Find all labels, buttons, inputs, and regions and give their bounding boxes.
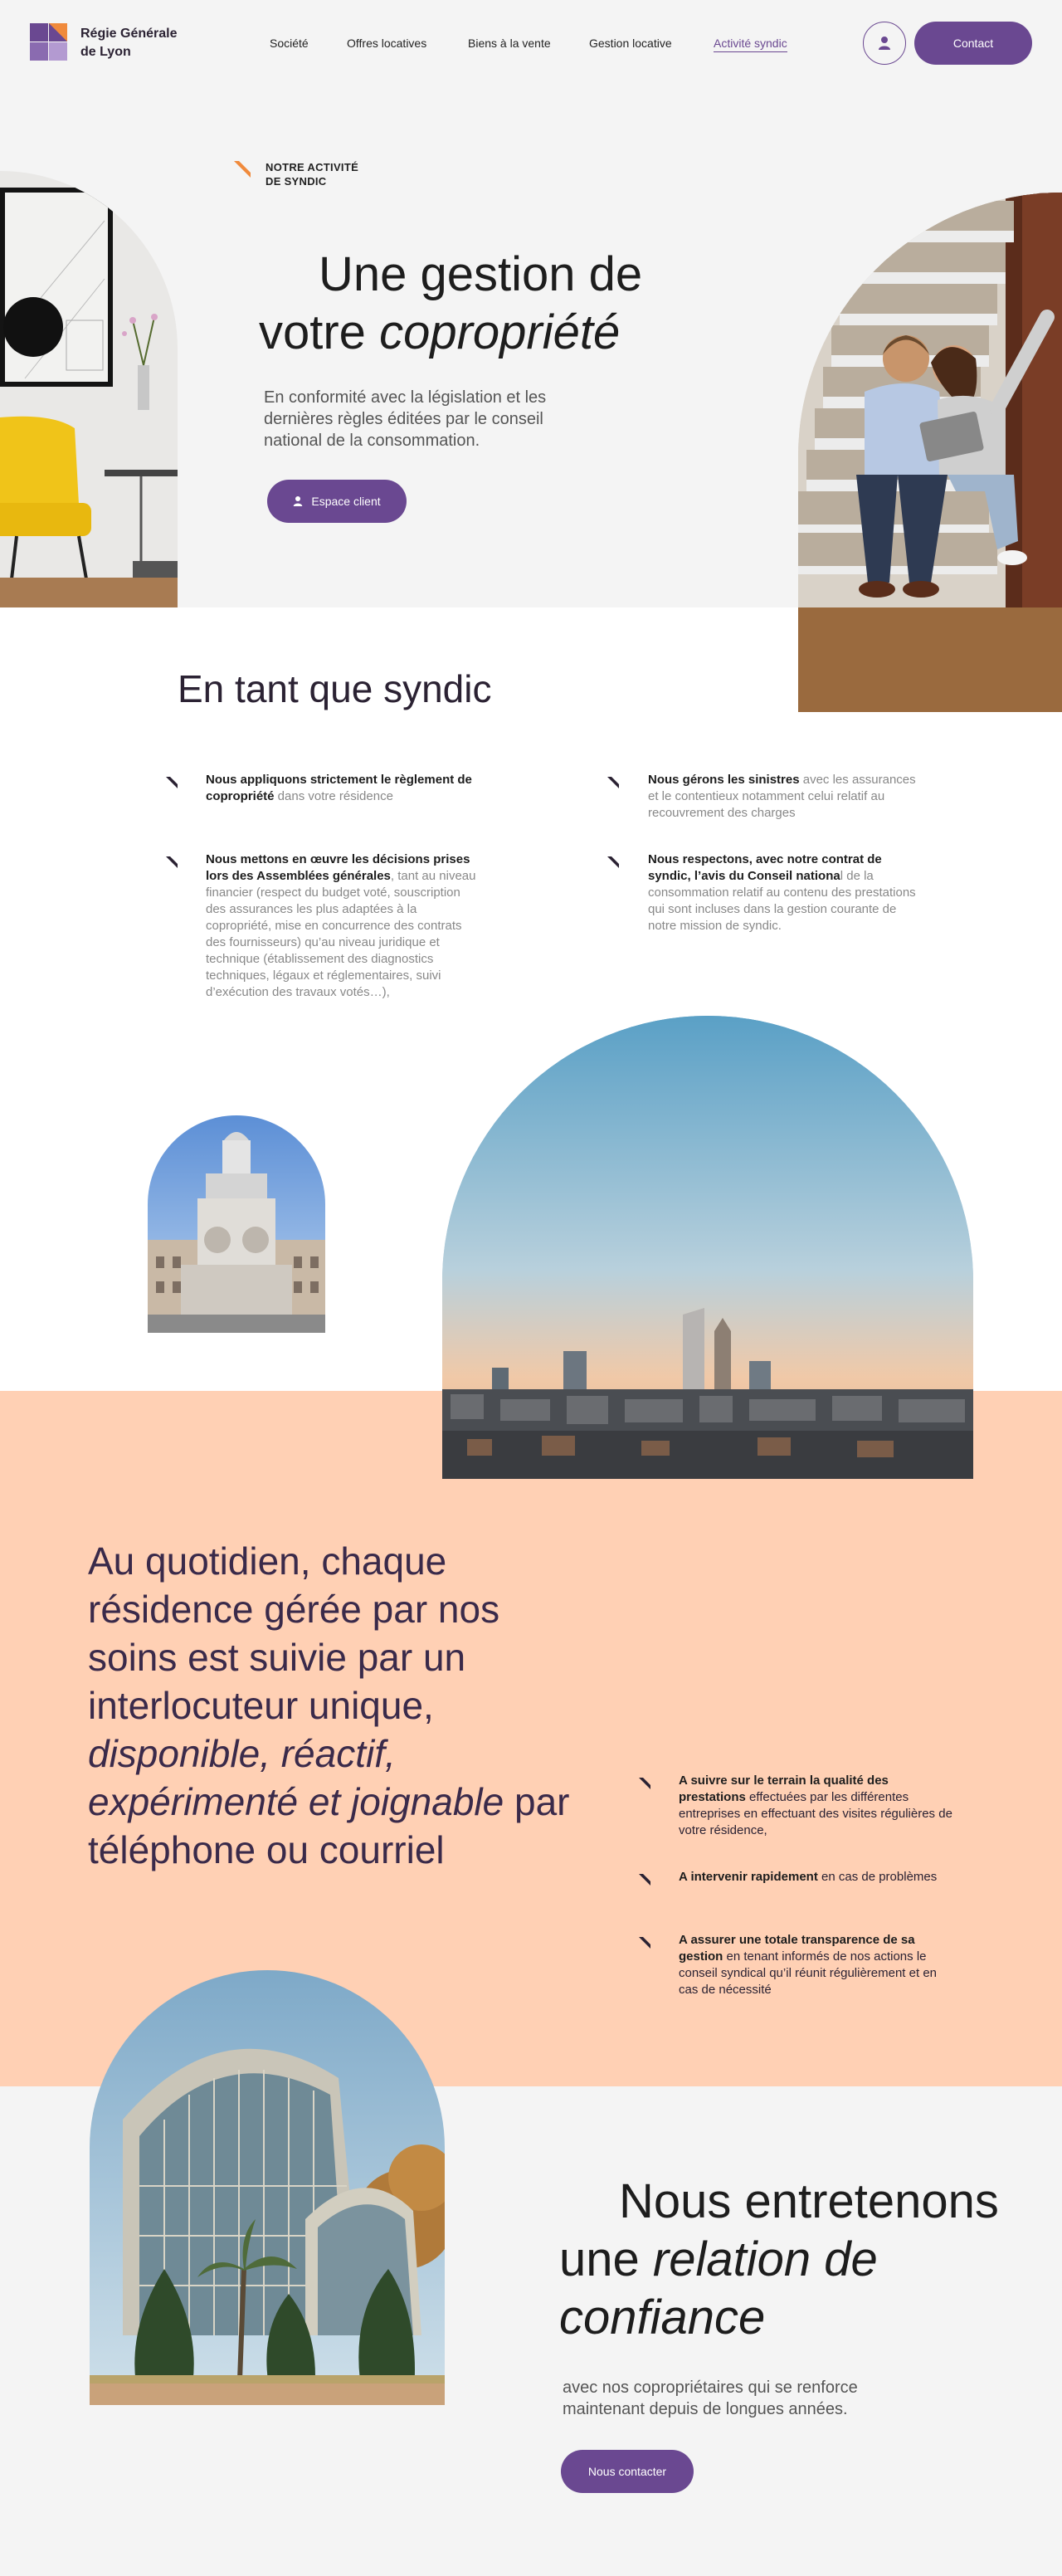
relation-title-line-3-italic: confiance — [559, 2291, 766, 2344]
bullet-corner-icon — [607, 856, 619, 868]
syndic-title: En tant que syndic — [178, 667, 492, 710]
daily-item-intervenir — [679, 1869, 952, 1886]
hero-couple-image-overlay — [798, 193, 1062, 712]
item-rest: en cas de problèmes — [817, 1870, 938, 1884]
item-bold: Nous mettons en œuvre les décisions prises lors des Assemblées générales — [206, 852, 470, 883]
contact-button[interactable]: Contact — [914, 22, 1032, 65]
espace-client-label: Espace client — [311, 495, 381, 508]
bullet-corner-icon — [166, 777, 178, 788]
bullet-corner-icon — [639, 1937, 650, 1949]
daily-title — [88, 1537, 586, 1874]
item-bold: Nous gérons les sinistres — [648, 773, 800, 787]
syndic-item-contrat — [648, 851, 922, 934]
daily-title-plain-1: Au quotidien, chaque résidence gérée par nos soins est suivie par un interlocuteur unique, — [88, 1539, 500, 1727]
user-icon — [293, 495, 303, 507]
site-header — [0, 0, 1062, 86]
hero-title — [259, 246, 723, 362]
fountain-image — [148, 1115, 325, 1333]
item-bold: Nous appliquons strictement le règlement de copropriété — [206, 773, 472, 803]
item-bold: Nous respectons, avec notre contrat de syndic, l’avis du Conseil nationa — [648, 852, 882, 883]
daily-title-plain-2: par téléphone ou courriel — [88, 1780, 570, 1871]
eyebrow-corner-icon — [234, 161, 251, 178]
bullet-corner-icon — [639, 1874, 650, 1886]
item-bold: A intervenir rapidement — [679, 1870, 818, 1884]
logo-icon[interactable] — [30, 23, 67, 61]
nav-societe[interactable]: Société — [270, 37, 309, 50]
nav-gestion-locative[interactable]: Gestion locative — [589, 37, 672, 50]
greenhouse-image — [90, 1970, 445, 2405]
daily-item-terrain — [679, 1773, 952, 1839]
section-eyebrow — [266, 160, 358, 188]
hero-living-room-image — [0, 171, 178, 607]
syndic-item-decisions — [206, 851, 480, 1001]
item-rest: l de la consommation relatif au contenu des prestations qui sont incluses dans la gestion courante de notre mission de syndic. — [648, 869, 916, 933]
logo-line-1: Régie Générale — [80, 27, 178, 41]
daily-title-italic: disponible, réactif, expérimenté et joignable — [88, 1732, 504, 1823]
hero-title-line-1: Une gestion de — [319, 247, 643, 301]
relation-title — [559, 2173, 1024, 2347]
espace-client-button[interactable] — [267, 480, 407, 523]
relation-title-line-2-italic: relation de — [652, 2232, 878, 2286]
item-rest: effectuées par les différentes entreprises en effectuant des visites régulières de votre résidence, — [679, 1790, 952, 1837]
user-icon — [878, 36, 891, 51]
item-rest: avec les assurances et le contentieux notamment celui relatif au recouvrement des charges — [648, 773, 916, 820]
item-rest: , tant au niveau financier (respect du budget voté, souscription des assurances les plus adaptées à la copropriété, mise en concurrence des contrats des fournisseurs) qu’au niveau juridique et technique (établissement des diagnostics techniques, légaux et réglementaires, suivi d’exécution des travaux votés…), — [206, 869, 476, 999]
bullet-corner-icon — [639, 1778, 650, 1789]
hero-title-line-2-italic: copropriété — [379, 305, 621, 359]
nav-offres-locatives[interactable]: Offres locatives — [347, 37, 427, 50]
nav-activite-syndic[interactable]: Activité syndic — [714, 37, 787, 52]
item-bold: A suivre sur le terrain la qualité des prestations — [679, 1773, 889, 1804]
relation-title-line-2-plain: une — [559, 2232, 653, 2286]
logo-line-2: de Lyon — [80, 45, 131, 59]
item-rest: dans votre résidence — [274, 789, 393, 803]
item-rest: en tenant informés de nos actions le conseil syndical qu’il réunit régulièrement et en cas de nécessité — [679, 1949, 938, 1997]
hero-subtitle: En conformité avec la législation et les dernières règles éditées par le conseil national de la consommation. — [264, 388, 547, 450]
eyebrow-line-1: NOTRE ACTIVITÉ — [266, 161, 359, 173]
nous-contacter-button[interactable]: Nous contacter — [561, 2450, 694, 2493]
eyebrow-line-2: DE SYNDIC — [266, 175, 327, 188]
daily-item-transparence — [679, 1932, 952, 1998]
logo-text[interactable] — [80, 25, 178, 61]
relation-title-line-1: Nous entretenons — [619, 2174, 999, 2228]
bullet-corner-icon — [607, 777, 619, 788]
item-bold: A assurer une totale transparence de sa gestion — [679, 1933, 915, 1964]
relation-subtitle: avec nos copropriétaires qui se renforce maintenant depuis de longues années. — [563, 2378, 858, 2418]
hero-title-line-2-plain: votre — [259, 305, 380, 359]
syndic-item-reglement — [206, 772, 480, 805]
bullet-corner-icon — [166, 856, 178, 868]
user-account-button[interactable] — [863, 22, 906, 65]
syndic-item-sinistres — [648, 772, 922, 822]
nav-biens-a-la-vente[interactable]: Biens à la vente — [468, 37, 551, 50]
